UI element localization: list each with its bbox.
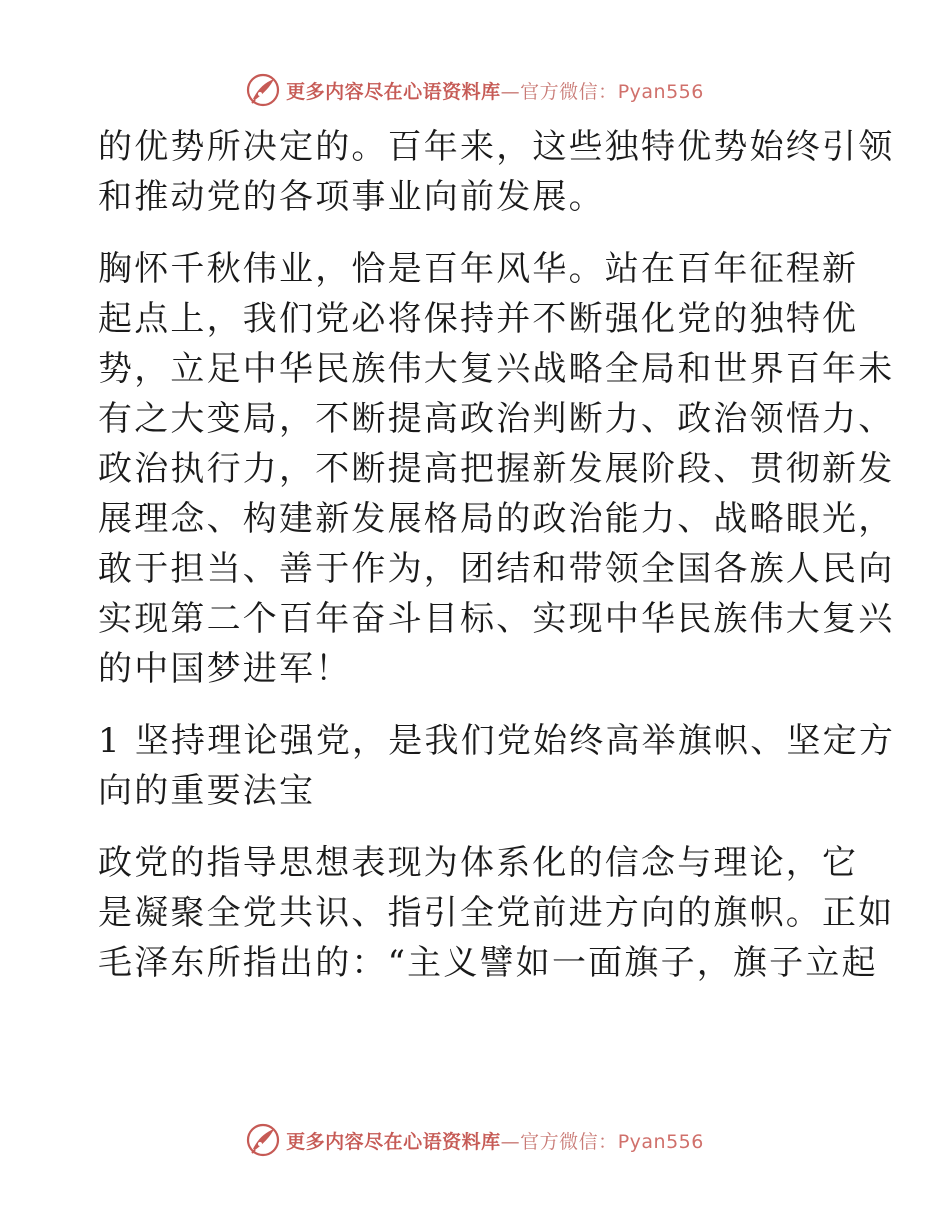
watermark-wechat-id: Pyan556 [617,80,704,103]
text-line: 是凝聚全党共识、指引全党前进方向的旗帜。正如 [98,893,895,933]
section-heading [98,716,896,816]
watermark-footer [0,1120,950,1160]
paragraph-4 [98,838,895,988]
watermark-main: 更多内容尽在心语资料库 [286,1130,501,1153]
text-line: 的中国梦进军！ [98,649,352,689]
watermark-main: 更多内容尽在心语资料库 [286,80,501,103]
watermark-header [0,70,950,110]
quill-logo-icon [246,73,280,107]
text-line: 和推动党的各项事业向前发展。 [98,177,605,217]
watermark-text [286,1127,704,1154]
watermark-text [286,77,704,104]
text-line: 1 坚持理论强党，是我们党始终高举旗帜、坚定方 [98,721,896,761]
text-line: 政治执行力，不断提高把握新发展阶段、贯彻新发 [98,449,895,489]
text-line: 实现第二个百年奋斗目标、实现中华民族伟大复兴 [98,599,895,639]
text-line: 向的重要法宝 [98,771,316,811]
watermark-separator: — [500,1130,521,1153]
text-line: 有之大变局，不断提高政治判断力、政治领悟力、 [98,399,895,439]
document-body [98,122,896,1010]
text-line: 毛泽东所指出的：“主义譬如一面旗子，旗子立起 [98,943,878,983]
text-line: 政党的指导思想表现为体系化的信念与理论，它 [98,843,859,883]
text-line: 展理念、构建新发展格局的政治能力、战略眼光， [98,499,895,539]
watermark-wechat-label: 官方微信： [520,1130,618,1153]
paragraph-2 [98,244,895,694]
text-line: 的优势所决定的。百年来，这些独特优势始终引领 [98,127,895,167]
text-line: 敢于担当、善于作为，团结和带领全国各族人民向 [98,549,895,589]
text-line: 胸怀千秋伟业，恰是百年风华。站在百年征程新 [98,249,859,289]
text-line: 势，立足中华民族伟大复兴战略全局和世界百年未 [98,349,895,389]
paragraph-1 [98,122,895,222]
watermark-wechat-id: Pyan556 [617,1130,704,1153]
watermark-wechat-label: 官方微信： [520,80,618,103]
watermark-separator: — [500,80,521,103]
quill-logo-icon [246,1123,280,1157]
text-line: 起点上，我们党必将保持并不断强化党的独特优 [98,299,859,339]
